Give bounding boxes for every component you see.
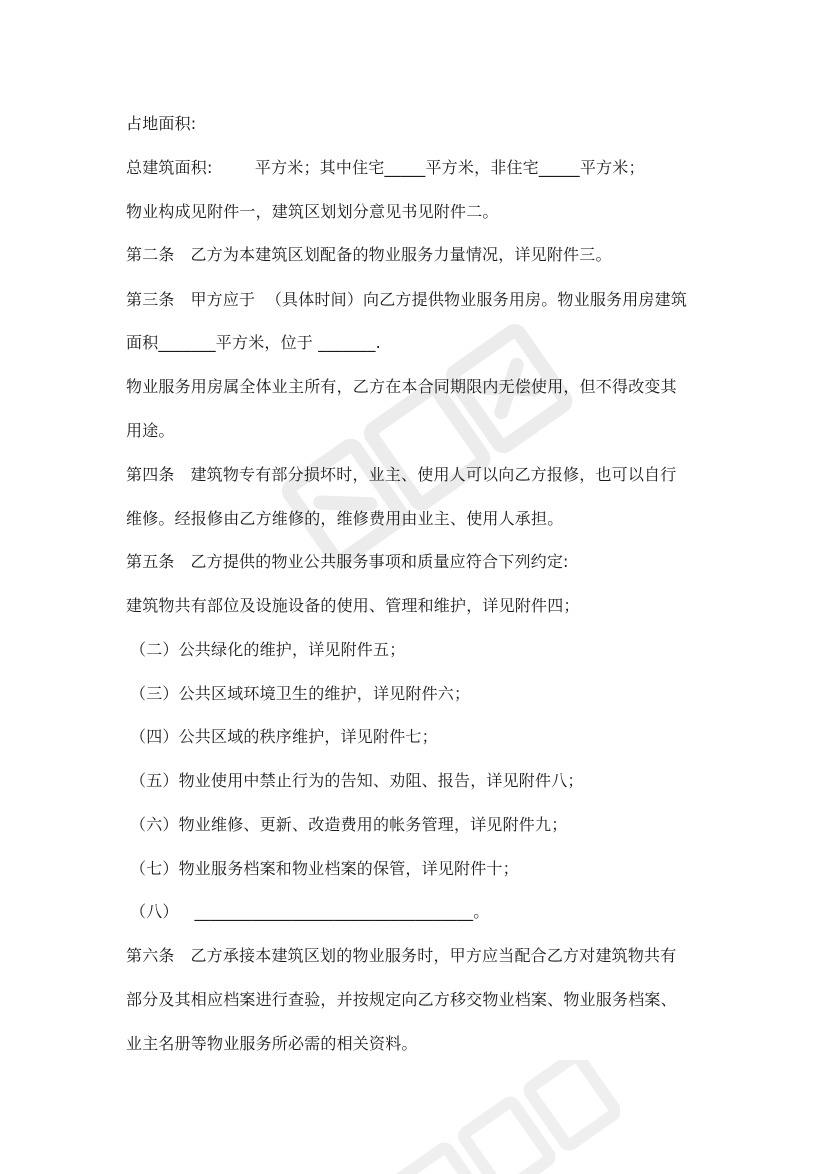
land-area-line: 占地面积: — [126, 114, 197, 133]
list-item-4: （四）公共区域的秩序维护，详见附件七； — [130, 727, 438, 746]
article-5-line: 第五条 乙方提供的物业公共服务事项和质量应符合下列约定: — [126, 552, 569, 571]
article-3-line-1: 第三条 甲方应于 （具体时间）向乙方提供物业服务用房。物业服务用房建筑 — [126, 290, 688, 309]
watermark-logo-bottom — [360, 1060, 620, 1174]
article-6-line-2: 部分及其相应档案进行查验，并按规定向乙方移交物业档案、物业服务档案、 — [126, 990, 677, 1009]
service-room-ownership-line-1: 物业服务用房属全体业主所有，乙方在本合同期限内无偿使用，但不得改变其 — [126, 377, 677, 396]
shared-facilities-line: 建筑物共有部位及设施设备的使用、管理和维护，详见附件四； — [126, 596, 580, 615]
total-building-area-line: 总建筑面积: 平方米；其中住宅_____平方米，非住宅_____平方米； — [126, 158, 645, 177]
list-item-5: （五）物业使用中禁止行为的告知、劝阻、报告，详见附件八； — [130, 771, 584, 790]
article-2-line: 第二条 乙方为本建筑区划配备的物业服务力量情况，详见附件三。 — [126, 245, 612, 264]
list-item-7: （七）物业服务档案和物业档案的保管，详见附件十； — [130, 859, 519, 878]
list-item-8: （八） __________________________________。 — [130, 902, 490, 921]
list-item-3: （三）公共区域环境卫生的维护，详见附件六； — [130, 684, 471, 703]
article-6-line-1: 第六条 乙方承接本建筑区划的物业服务时，甲方应当配合乙方对建筑物共有 — [126, 946, 677, 965]
service-room-ownership-line-2: 用途。 — [126, 421, 175, 440]
article-3-line-2: 面积_______平方米，位于 _______. — [126, 333, 381, 352]
list-item-6: （六）物业维修、更新、改造费用的帐务管理，详见附件九； — [130, 815, 568, 834]
article-4-line-1: 第四条 建筑物专有部分损坏时，业主、使用人可以向乙方报修，也可以自行 — [126, 465, 677, 484]
article-6-line-3: 业主名册等物业服务所必需的相关资料。 — [126, 1034, 418, 1053]
article-4-line-2: 维修。经报修由乙方维修的，维修费用由业主、使用人承担。 — [126, 509, 564, 528]
property-composition-line: 物业构成见附件一，建筑区划划分意见书见附件二。 — [126, 202, 499, 221]
list-item-2: （二）公共绿化的维护，详见附件五； — [130, 640, 406, 659]
